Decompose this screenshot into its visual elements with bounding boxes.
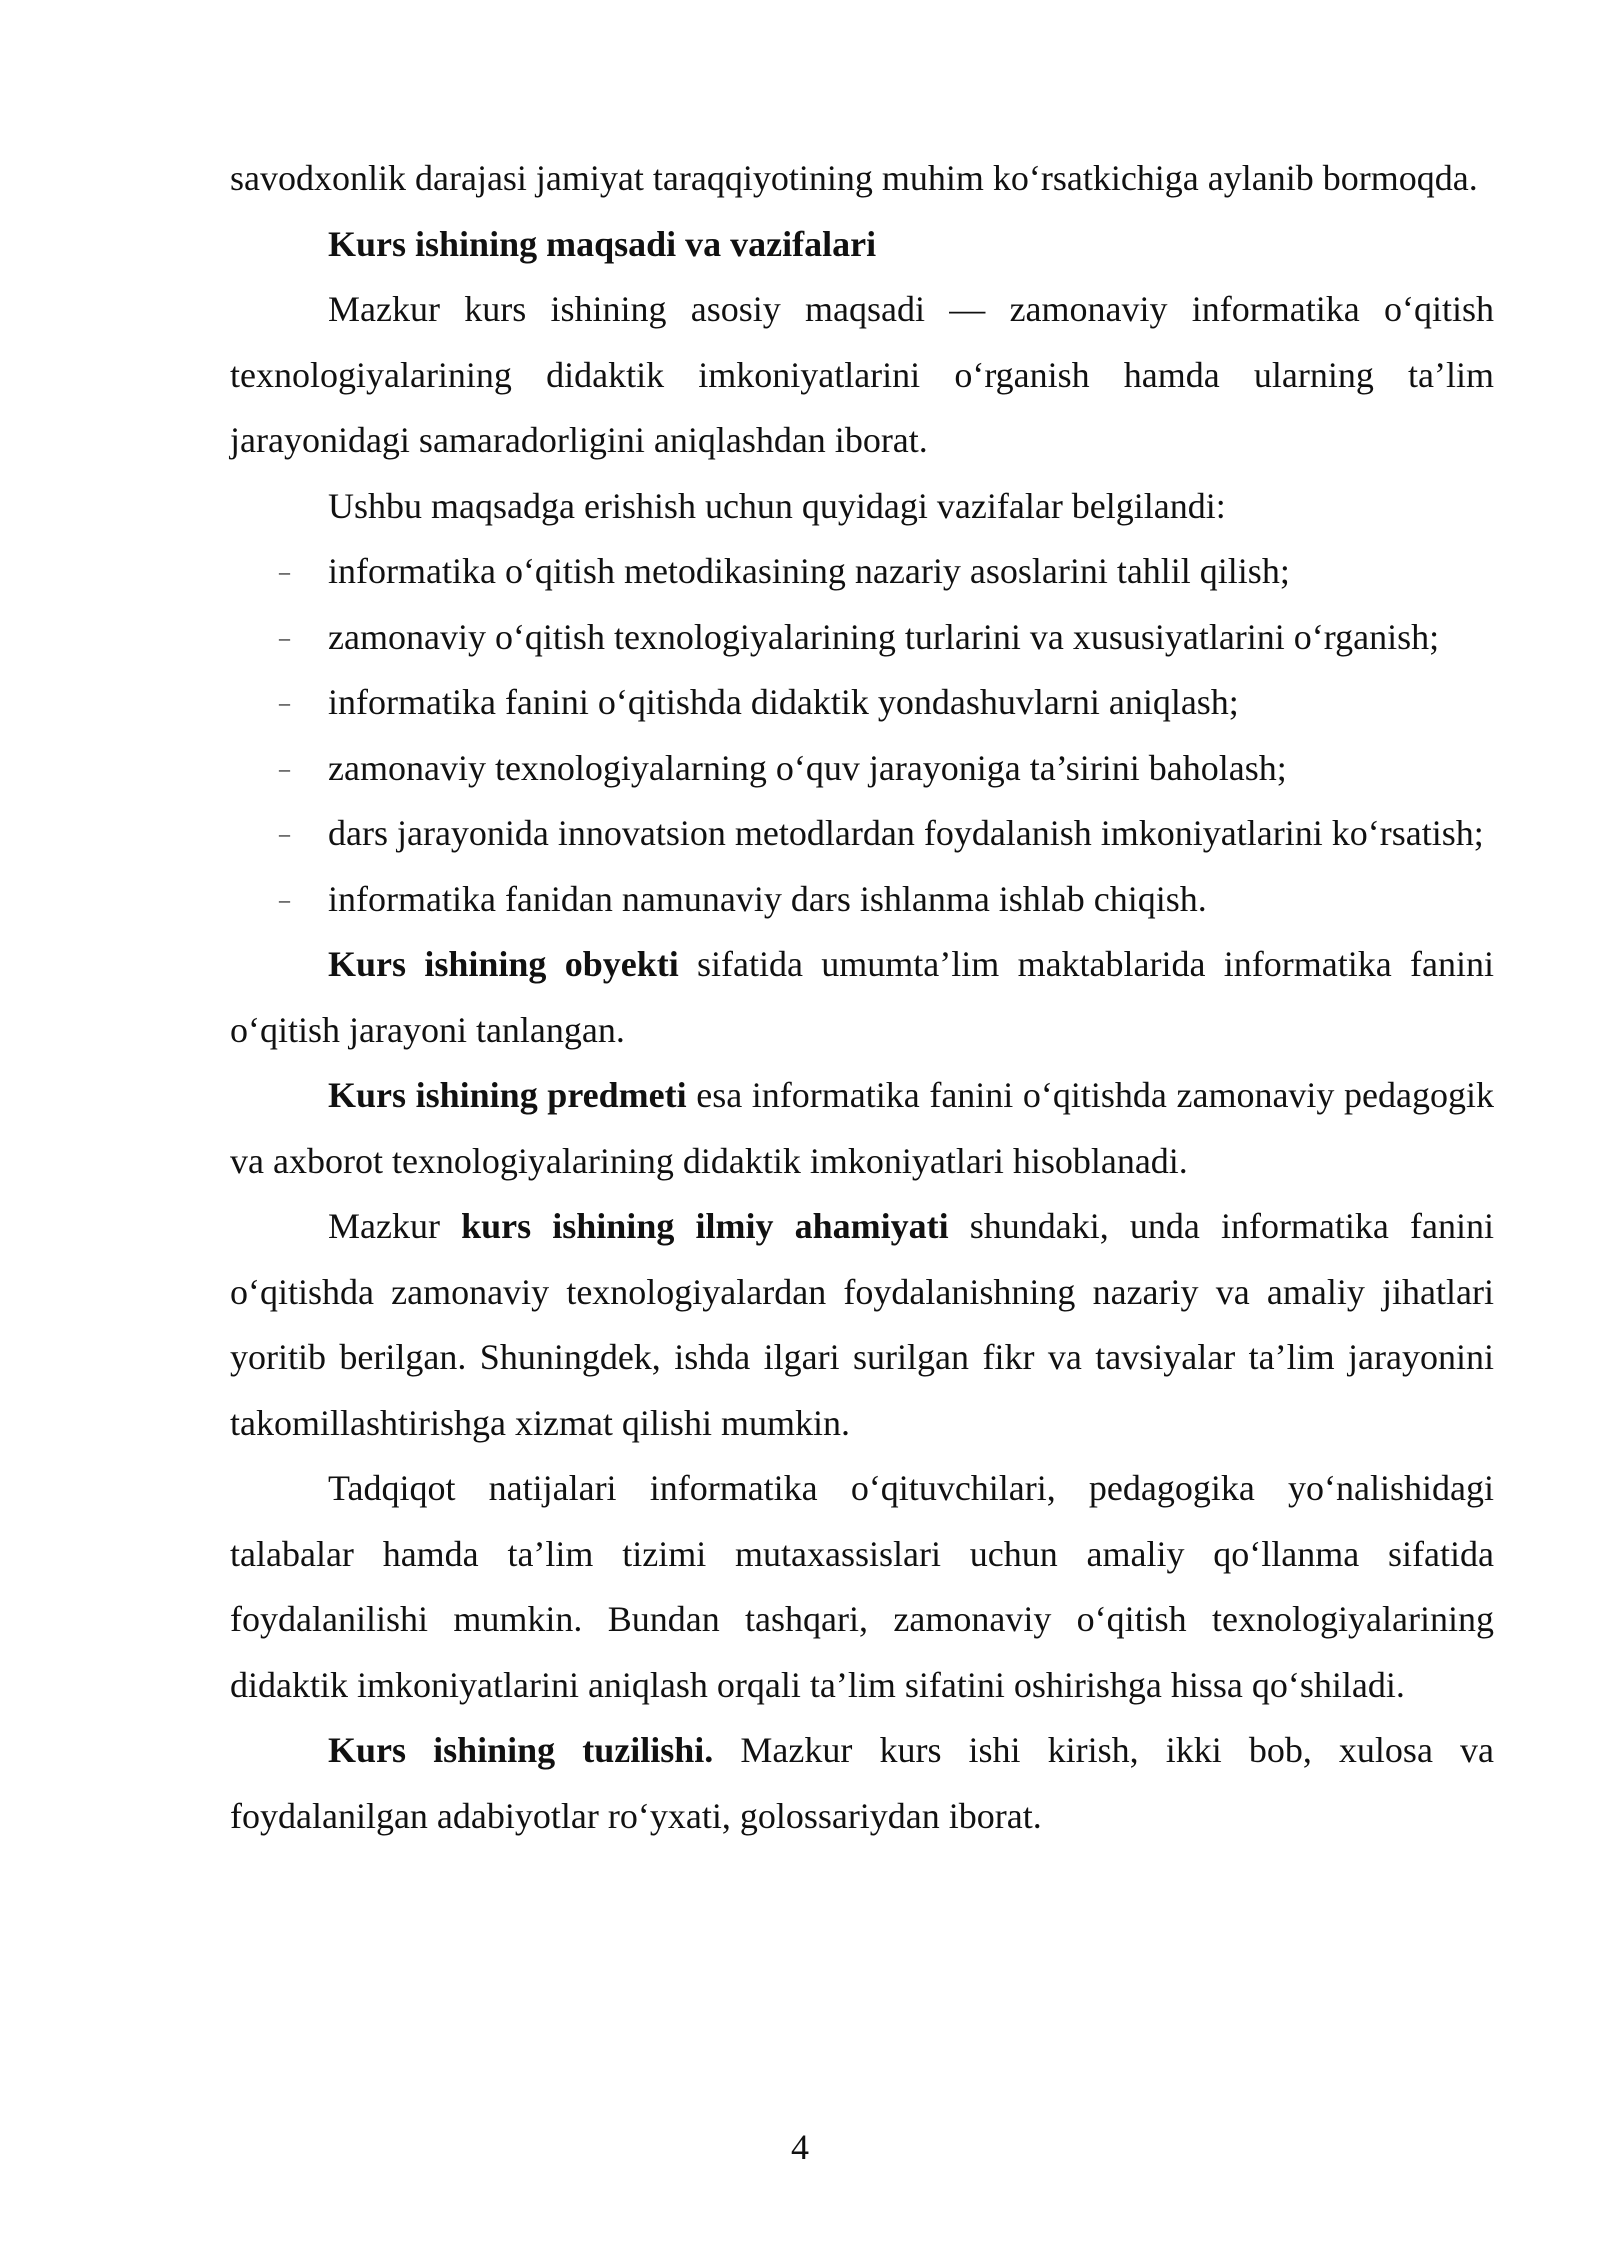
object-label: Kurs ishining obyekti [328, 944, 679, 984]
tasks-list [230, 539, 1494, 932]
list-item [230, 801, 1494, 867]
list-item [230, 867, 1494, 933]
intro-continuation-paragraph: savodxonlik darajasi jamiyat taraqqiyotining muhim ko‘rsatkichiga aylanib bormoqda. [230, 158, 1478, 198]
list-item-text: informatika fanini o‘qitishda didaktik yondashuvlarni aniqlash; [328, 682, 1239, 722]
list-item [230, 539, 1494, 605]
bullet-dash: – [279, 821, 290, 846]
section-heading: Kurs ishining maqsadi va vazifalari [328, 223, 877, 264]
subject-paragraph [230, 1063, 1494, 1194]
bullet-dash: – [279, 886, 290, 912]
significance-prefix: Mazkur [328, 1206, 462, 1246]
list-item-text: dars jarayonida innovatsion metodlardan foydalanish imkoniyatlarini ko‘rsatish; [328, 813, 1484, 853]
bullet-dash: – [279, 755, 290, 781]
structure-label: Kurs ishining tuzilishi. [328, 1730, 714, 1770]
bullet-dash: – [279, 690, 290, 715]
structure-paragraph [230, 1718, 1494, 1849]
goal-paragraph: Mazkur kurs ishining asosiy maqsadi — zamonaviy informatika o‘qitish texnologiyalarining didaktik imkoniyatlarini o‘rganish hamda ularning ta’lim jarayonidagi samaradorligini aniqlashdan iborat. [230, 289, 1494, 460]
significance-paragraph [230, 1194, 1494, 1456]
object-paragraph [230, 932, 1494, 1063]
subject-label: Kurs ishining predmeti [328, 1075, 687, 1115]
list-item-text: informatika fanidan namunaviy dars ishlanma ishlab chiqish. [328, 878, 1207, 919]
page-number: 4 [791, 2127, 809, 2167]
list-item [230, 736, 1494, 802]
significance-label: kurs ishining ilmiy ahamiyati [461, 1206, 949, 1246]
bullet-dash: – [279, 559, 290, 584]
list-item-text: informatika o‘qitish metodikasining nazariy asoslarini tahlil qilish; [328, 551, 1290, 591]
bullet-dash: – [279, 624, 290, 650]
structure-text: Mazkur kurs ishi kirish, ikki bob, xulosa va foydalanilgan adabiyotlar ro‘yxati, golossariydan iborat. [230, 1730, 1494, 1836]
subject-text: esa informatika fanini o‘qitishda zamonaviy pedagogik va axborot texnologiyalarining didaktik imkoniyatlari hisoblanadi. [230, 1075, 1494, 1181]
results-paragraph: Tadqiqot natijalari informatika o‘qituvchilari, pedagogika yo‘nalishidagi talabalar hamda ta’lim tizimi mutaxassislari uchun amaliy qo‘llanma sifatida foydalanilishi mumkin. Bundan tashqari, zamonaviy o‘qitish texnologiyalarining didaktik imkoniyatlarini aniqlash orqali ta’lim sifatini oshirishga hissa qo‘shiladi. [230, 1468, 1494, 1705]
list-item-text: zamonaviy o‘qitish texnologiyalarining turlarini va xususiyatlarini o‘rganish; [328, 616, 1440, 657]
document-page [230, 146, 1494, 1849]
significance-text: shundaki, unda informatika fanini o‘qitishda zamonaviy texnologiyalardan foydalanishning nazariy va amaliy jihatlari yoritib berilgan. Shuningdek, ishda ilgari surilgan fikr va tavsiyalar ta’lim jarayonini takomillashtirishga xizmat qilishi mumkin. [230, 1206, 1494, 1443]
list-item-text: zamonaviy texnologiyalarning o‘quv jarayoniga ta’sirini baholash; [328, 747, 1287, 788]
object-text: sifatida umumta’lim maktablarida informatika fanini o‘qitish jarayoni tanlangan. [230, 944, 1494, 1050]
list-item [230, 670, 1494, 736]
list-item [230, 605, 1494, 671]
tasks-intro-paragraph: Ushbu maqsadga erishish uchun quyidagi vazifalar belgilandi: [328, 485, 1226, 526]
